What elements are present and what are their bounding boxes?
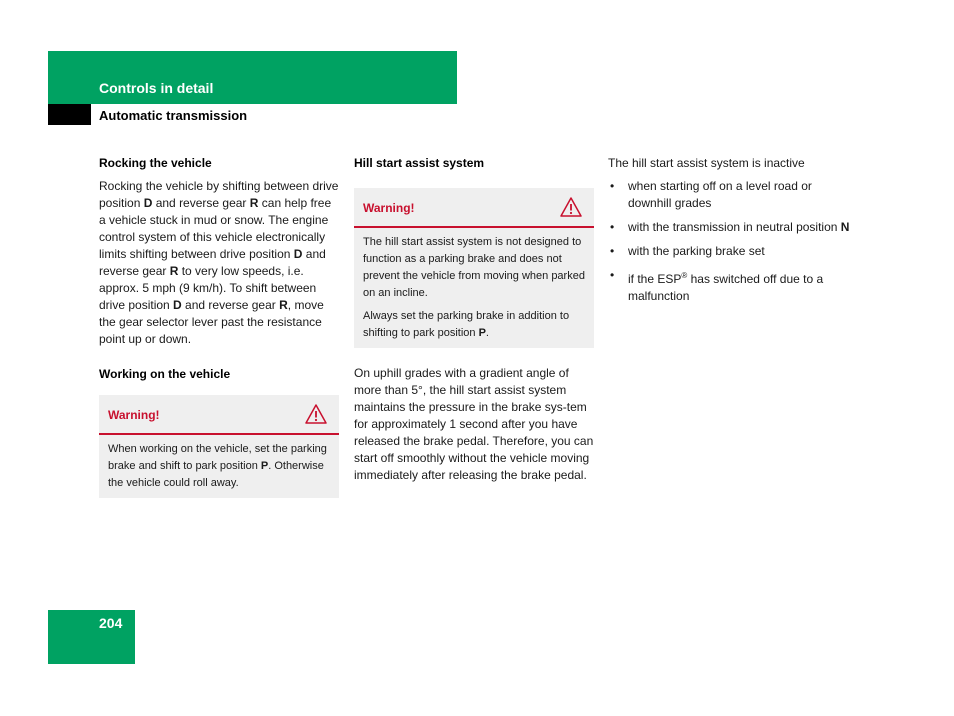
page-number: 204: [99, 615, 123, 631]
section-title: Controls in detail: [99, 80, 214, 96]
warning-body: The hill start assist system is not designed to function as a parking brake and does not prevent the vehicle from moving when parked on an incline. Always set the parking brake in addition to shifting to park position P.: [363, 236, 585, 339]
warning-title: Warning!: [363, 201, 415, 215]
warning-box-hill-start: [354, 188, 594, 348]
warning-triangle-icon: [305, 403, 327, 425]
warning-title: Warning!: [108, 408, 160, 422]
column-right: [608, 155, 853, 312]
list-item: • if the ESP® has switched off due to a malfunction: [610, 268, 824, 303]
list-item: • when starting off on a level road or downhill grades: [610, 179, 812, 210]
heading-hill-start: Hill start assist system: [354, 156, 485, 170]
header-band: [48, 51, 457, 104]
column-left: [99, 155, 339, 498]
section-marker: [48, 104, 91, 125]
heading-working: Working on the vehicle: [99, 367, 231, 381]
inactive-intro: The hill start assist system is inactive: [608, 156, 805, 170]
inactive-list: [608, 178, 853, 305]
page-subtitle: Automatic transmission: [99, 108, 248, 123]
list-item: • with the parking brake set: [610, 244, 765, 258]
warning-box-working: [99, 395, 339, 498]
warning-header: [354, 188, 594, 228]
rocking-paragraph: Rocking the vehicle by shifting between drive position D and reverse gear R can help free a vehicle stuck in mud or snow. The engine control system of this vehicle electronically limits shifting between drive position D and reverse gear R to very low speeds, i.e. approx. 5 mph (9 km/h). To shift between drive position D and reverse gear R, move the gear selector lever past the resistance point up or down.: [99, 179, 339, 346]
warning-triangle-icon: [560, 196, 582, 218]
warning-body: When working on the vehicle, set the parking brake and shift to park position P. Otherwise the vehicle could roll away.: [108, 443, 327, 489]
heading-rocking: Rocking the vehicle: [99, 156, 212, 170]
hill-start-paragraph: On uphill grades with a gradient angle of more than 5°, the hill start assist system maintains the pressure in the brake sys-tem for approximately 1 second after you have released the brake pedal. Therefore, you can start off smoothly without the vehicle moving immediately after releasing the brake pedal.: [354, 366, 594, 482]
list-item: • with the transmission in neutral position N: [610, 220, 850, 234]
warning-header: [99, 395, 339, 435]
column-middle: [354, 155, 594, 484]
